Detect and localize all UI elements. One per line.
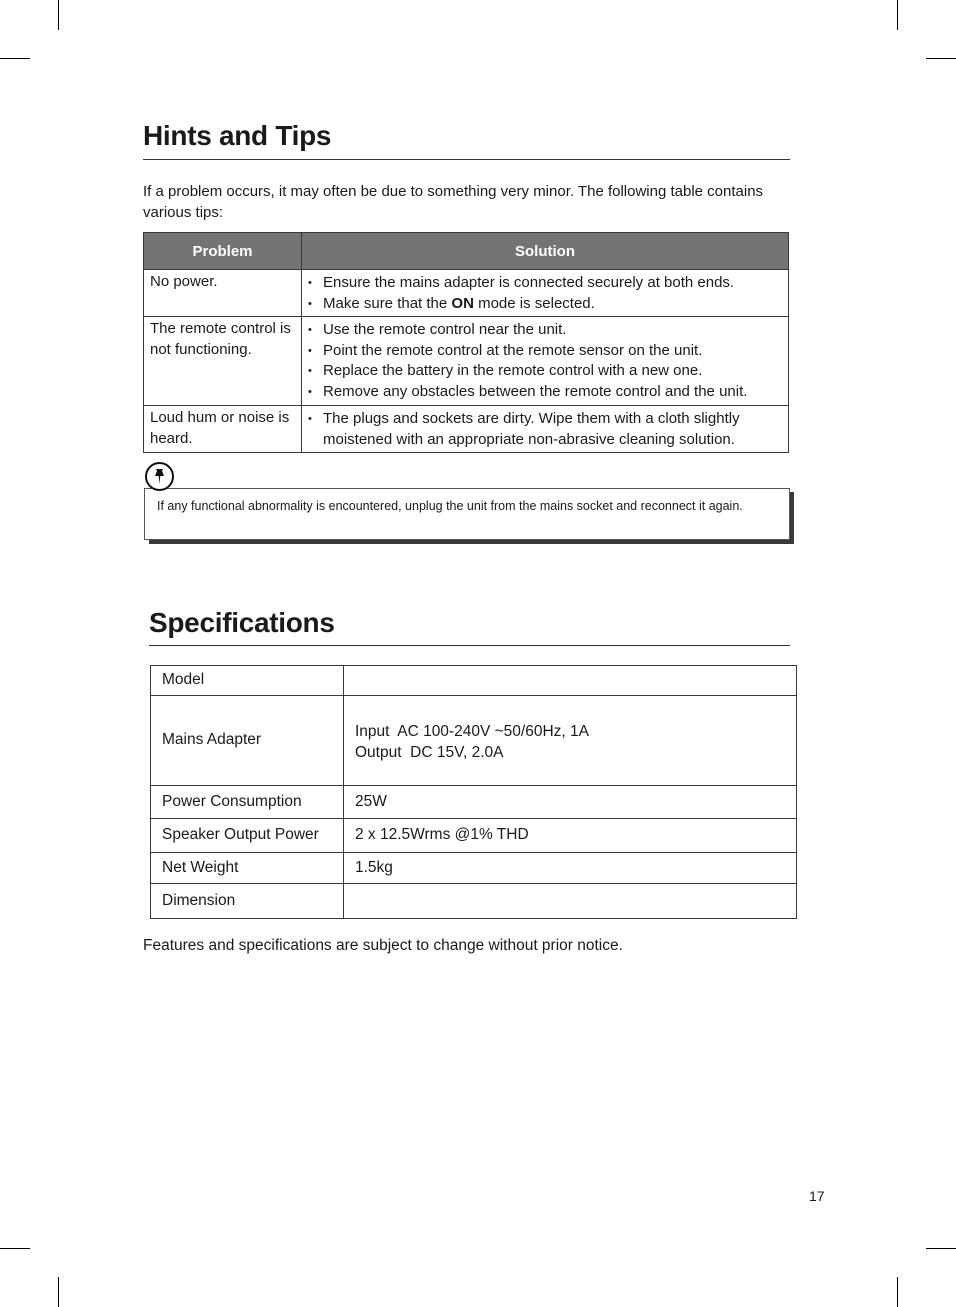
spec-label: Mains Adapter bbox=[151, 696, 344, 786]
header-solution: Solution bbox=[302, 233, 789, 270]
table-row bbox=[151, 853, 797, 884]
specifications-footnote: Features and specifications are subject to change without prior notice. bbox=[143, 937, 623, 954]
problem-cell: No power. bbox=[144, 270, 302, 317]
table-row bbox=[144, 270, 789, 317]
crop-mark bbox=[0, 58, 30, 59]
solution-cell bbox=[302, 317, 789, 406]
spec-label: Net Weight bbox=[151, 853, 344, 884]
table-row bbox=[151, 884, 797, 919]
solution-item bbox=[308, 294, 782, 315]
crop-mark bbox=[0, 1248, 30, 1249]
crop-mark bbox=[897, 0, 898, 30]
table-row bbox=[144, 406, 789, 453]
on-mode-label: ON bbox=[451, 294, 474, 312]
crop-mark bbox=[926, 58, 956, 59]
solution-item: • Remove any obstacles between the remote control and the unit. bbox=[308, 382, 782, 403]
note-box bbox=[144, 488, 790, 540]
page-number: 17 bbox=[809, 1188, 825, 1204]
solution-cell bbox=[302, 406, 789, 453]
spec-label: Dimension bbox=[151, 884, 344, 919]
table-row bbox=[151, 666, 797, 696]
solution-item: • Replace the battery in the remote control with a new one. bbox=[308, 361, 782, 382]
spec-value bbox=[344, 666, 797, 696]
table-row bbox=[144, 317, 789, 406]
table-row bbox=[151, 786, 797, 819]
hints-table bbox=[143, 232, 789, 453]
spec-value: 2 x 12.5Wrms @1% THD bbox=[344, 819, 797, 853]
solution-item: • Ensure the mains adapter is connected securely at both ends. bbox=[308, 273, 782, 294]
spec-label: Speaker Output Power bbox=[151, 819, 344, 853]
specifications-title: Specifications bbox=[149, 607, 335, 638]
solution-cell bbox=[302, 270, 789, 317]
spec-value bbox=[344, 884, 797, 919]
crop-mark bbox=[897, 1277, 898, 1307]
specifications-table bbox=[150, 665, 797, 919]
hints-title-rule bbox=[143, 159, 790, 160]
spec-value: 1.5kg bbox=[344, 853, 797, 884]
table-row bbox=[151, 819, 797, 853]
problem-cell: Loud hum or noise is heard. bbox=[144, 406, 302, 453]
hints-intro: If a problem occurs, it may often be due to something very minor. The following table contains various tips: bbox=[143, 183, 764, 221]
table-row bbox=[151, 696, 797, 786]
spec-label: Power Consumption bbox=[151, 786, 344, 819]
spec-value bbox=[344, 696, 797, 786]
header-problem: Problem bbox=[144, 233, 302, 270]
solution-item: • Use the remote control near the unit. bbox=[308, 320, 782, 341]
solution-item: • Point the remote control at the remote sensor on the unit. bbox=[308, 341, 782, 362]
hints-table-header bbox=[144, 233, 789, 270]
crop-mark bbox=[58, 1277, 59, 1307]
pushpin-icon bbox=[145, 462, 174, 491]
problem-cell: The remote control is not functioning. bbox=[144, 317, 302, 406]
crop-mark bbox=[926, 1248, 956, 1249]
solution-item: • The plugs and sockets are dirty. Wipe them with a cloth slightly moistened with an appropriate non-abrasive cleaning solution. bbox=[308, 409, 782, 450]
spec-value-line: Output DC 15V, 2.0A bbox=[355, 743, 504, 761]
spec-label: Model bbox=[151, 666, 344, 696]
specifications-title-rule bbox=[149, 645, 790, 646]
spec-value-line: Input AC 100-240V ~50/60Hz, 1A bbox=[355, 723, 589, 740]
hints-title: Hints and Tips bbox=[143, 120, 332, 151]
crop-mark bbox=[58, 0, 59, 30]
solution-text: Make sure that the bbox=[323, 294, 452, 312]
note-text: If any functional abnormality is encountered, unplug the unit from the mains socket and reconnect it again. bbox=[157, 499, 743, 513]
spec-value: 25W bbox=[344, 786, 797, 819]
solution-text: mode is selected. bbox=[473, 294, 595, 312]
